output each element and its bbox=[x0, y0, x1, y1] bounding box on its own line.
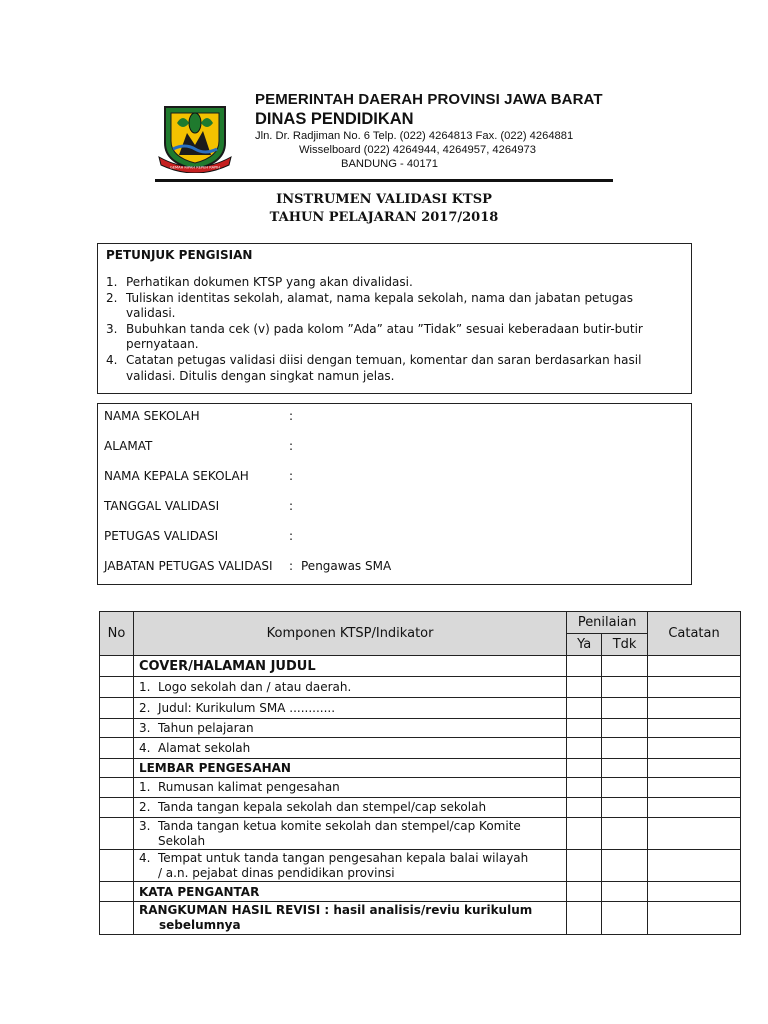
section-row bbox=[100, 759, 741, 778]
yes-checkbox[interactable] bbox=[567, 778, 602, 798]
letterhead bbox=[155, 85, 615, 183]
indicator: 1. Rumusan kalimat pengesahan bbox=[133, 778, 566, 798]
field-label: PETUGAS VALIDASI bbox=[104, 529, 219, 543]
identity-row-principal: NAMA KEPALA SEKOLAH : bbox=[104, 469, 294, 483]
identity-box bbox=[97, 403, 692, 585]
list-item: 4. Catatan petugas validasi diisi dengan temuan, komentar dan saran berdasarkan hasil validasi. Ditulis dengan singkat namun jelas. bbox=[106, 352, 642, 383]
section-title: KATA PENGANTAR bbox=[133, 882, 566, 902]
address-line-1: Jln. Dr. Radjiman No. 6 Telp. (022) 4264813 Fax. (022) 4264881 bbox=[255, 130, 574, 142]
yes-checkbox[interactable] bbox=[567, 719, 602, 738]
field-label: ALAMAT bbox=[104, 439, 153, 453]
indicator: 3. Tahun pelajaran bbox=[133, 719, 566, 738]
notes-cell[interactable] bbox=[648, 698, 741, 719]
address-line-3: BANDUNG - 40171 bbox=[341, 158, 438, 170]
header-tdk: Tdk bbox=[602, 634, 648, 656]
header-component: Komponen KTSP/Indikator bbox=[133, 612, 566, 656]
tdk-checkbox[interactable] bbox=[602, 850, 648, 882]
table-row bbox=[100, 798, 741, 818]
list-item: 2. Tuliskan identitas sekolah, alamat, nama kepala sekolah, nama dan jabatan petugas validasi. bbox=[106, 290, 633, 321]
table-row bbox=[100, 677, 741, 698]
yes-checkbox[interactable] bbox=[567, 759, 602, 778]
yes-checkbox[interactable] bbox=[567, 738, 602, 759]
instructions-heading: PETUNJUK PENGISIAN bbox=[106, 248, 253, 262]
table-row bbox=[100, 698, 741, 719]
indicator: 3. Tanda tangan ketua komite sekolah dan stempel/cap Komite Sekolah bbox=[133, 818, 566, 850]
identity-row-validator-position: JABATAN PETUGAS VALIDASI : Pengawas SMA bbox=[104, 559, 392, 573]
table-row bbox=[100, 719, 741, 738]
notes-cell[interactable] bbox=[648, 677, 741, 698]
header-notes: Catatan bbox=[648, 612, 741, 656]
identity-row-school-name: NAMA SEKOLAH : bbox=[104, 409, 294, 423]
tdk-checkbox[interactable] bbox=[602, 719, 648, 738]
tdk-checkbox[interactable] bbox=[602, 738, 648, 759]
table-row bbox=[100, 738, 741, 759]
section-row bbox=[100, 656, 741, 677]
tdk-checkbox[interactable] bbox=[602, 677, 648, 698]
section-row bbox=[100, 882, 741, 902]
section-title: RANGKUMAN HASIL REVISI : hasil analisis/reviu kurikulum sebelumnya bbox=[133, 902, 566, 935]
notes-cell[interactable] bbox=[648, 882, 741, 902]
section-title: COVER/HALAMAN JUDUL bbox=[133, 656, 566, 677]
logo-motto: GEMAH RIPAH REPEH RAPIH bbox=[169, 165, 221, 170]
identity-row-address: ALAMAT : bbox=[104, 439, 294, 453]
indicator: 1. Logo sekolah dan / atau daerah. bbox=[133, 677, 566, 698]
tdk-checkbox[interactable] bbox=[602, 902, 648, 935]
west-java-emblem-icon bbox=[155, 93, 235, 173]
yes-checkbox[interactable] bbox=[567, 882, 602, 902]
department-name: DINAS PENDIDIKAN bbox=[255, 110, 414, 128]
notes-cell[interactable] bbox=[648, 719, 741, 738]
government-name: PEMERINTAH DAERAH PROVINSI JAWA BARAT bbox=[255, 91, 603, 108]
document-subtitle: TAHUN PELAJARAN 2017/2018 bbox=[269, 210, 499, 225]
tdk-checkbox[interactable] bbox=[602, 882, 648, 902]
tdk-checkbox[interactable] bbox=[602, 818, 648, 850]
table-row bbox=[100, 778, 741, 798]
section-title: LEMBAR PENGESAHAN bbox=[133, 759, 566, 778]
notes-cell[interactable] bbox=[648, 656, 741, 677]
notes-cell[interactable] bbox=[648, 902, 741, 935]
indicator: 4. Alamat sekolah bbox=[133, 738, 566, 759]
yes-checkbox[interactable] bbox=[567, 677, 602, 698]
tdk-checkbox[interactable] bbox=[602, 778, 648, 798]
header-assessment: Penilaian bbox=[567, 612, 648, 634]
list-item: 3. Bubuhkan tanda cek (v) pada kolom ”Ada” atau ”Tidak” sesuai keberadaan butir-butir pernyataan. bbox=[106, 321, 643, 352]
section-row bbox=[100, 902, 741, 935]
table-row bbox=[100, 850, 741, 882]
field-label: JABATAN PETUGAS VALIDASI bbox=[104, 559, 273, 573]
notes-cell[interactable] bbox=[648, 759, 741, 778]
tdk-checkbox[interactable] bbox=[602, 698, 648, 719]
notes-cell[interactable] bbox=[648, 818, 741, 850]
validation-table bbox=[99, 611, 741, 935]
yes-checkbox[interactable] bbox=[567, 798, 602, 818]
validator-position-field[interactable]: Pengawas SMA bbox=[301, 559, 392, 573]
indicator: 2. Tanda tangan kepala sekolah dan stempel/cap sekolah bbox=[133, 798, 566, 818]
tdk-checkbox[interactable] bbox=[602, 798, 648, 818]
notes-cell[interactable] bbox=[648, 850, 741, 882]
document-title: INSTRUMEN VALIDASI KTSP bbox=[276, 192, 492, 207]
notes-cell[interactable] bbox=[648, 798, 741, 818]
indicator: 4. Tempat untuk tanda tangan pengesahan kepala balai wilayah / a.n. pejabat dinas pendidikan provinsi bbox=[133, 850, 566, 882]
table-row bbox=[100, 818, 741, 850]
yes-checkbox[interactable] bbox=[567, 818, 602, 850]
identity-row-validation-date: TANGGAL VALIDASI : bbox=[104, 499, 294, 513]
tdk-checkbox[interactable] bbox=[602, 759, 648, 778]
yes-checkbox[interactable] bbox=[567, 656, 602, 677]
instructions-box bbox=[97, 243, 692, 394]
field-label: NAMA SEKOLAH bbox=[104, 409, 200, 423]
address-line-2: Wisselboard (022) 4264944, 4264957, 4264973 bbox=[299, 144, 536, 156]
field-label: TANGGAL VALIDASI bbox=[104, 499, 220, 513]
instructions-list bbox=[106, 275, 683, 384]
indicator: 2. Judul: Kurikulum SMA ............ bbox=[133, 698, 566, 719]
header-no: No bbox=[100, 612, 134, 656]
yes-checkbox[interactable] bbox=[567, 902, 602, 935]
notes-cell[interactable] bbox=[648, 778, 741, 798]
tdk-checkbox[interactable] bbox=[602, 656, 648, 677]
yes-checkbox[interactable] bbox=[567, 698, 602, 719]
header-yes: Ya bbox=[567, 634, 602, 656]
field-label: NAMA KEPALA SEKOLAH bbox=[104, 469, 249, 483]
letterhead-divider bbox=[155, 179, 613, 182]
notes-cell[interactable] bbox=[648, 738, 741, 759]
yes-checkbox[interactable] bbox=[567, 850, 602, 882]
identity-row-validator: PETUGAS VALIDASI : bbox=[104, 529, 294, 543]
list-item: 1. Perhatikan dokumen KTSP yang akan divalidasi. bbox=[106, 275, 413, 289]
